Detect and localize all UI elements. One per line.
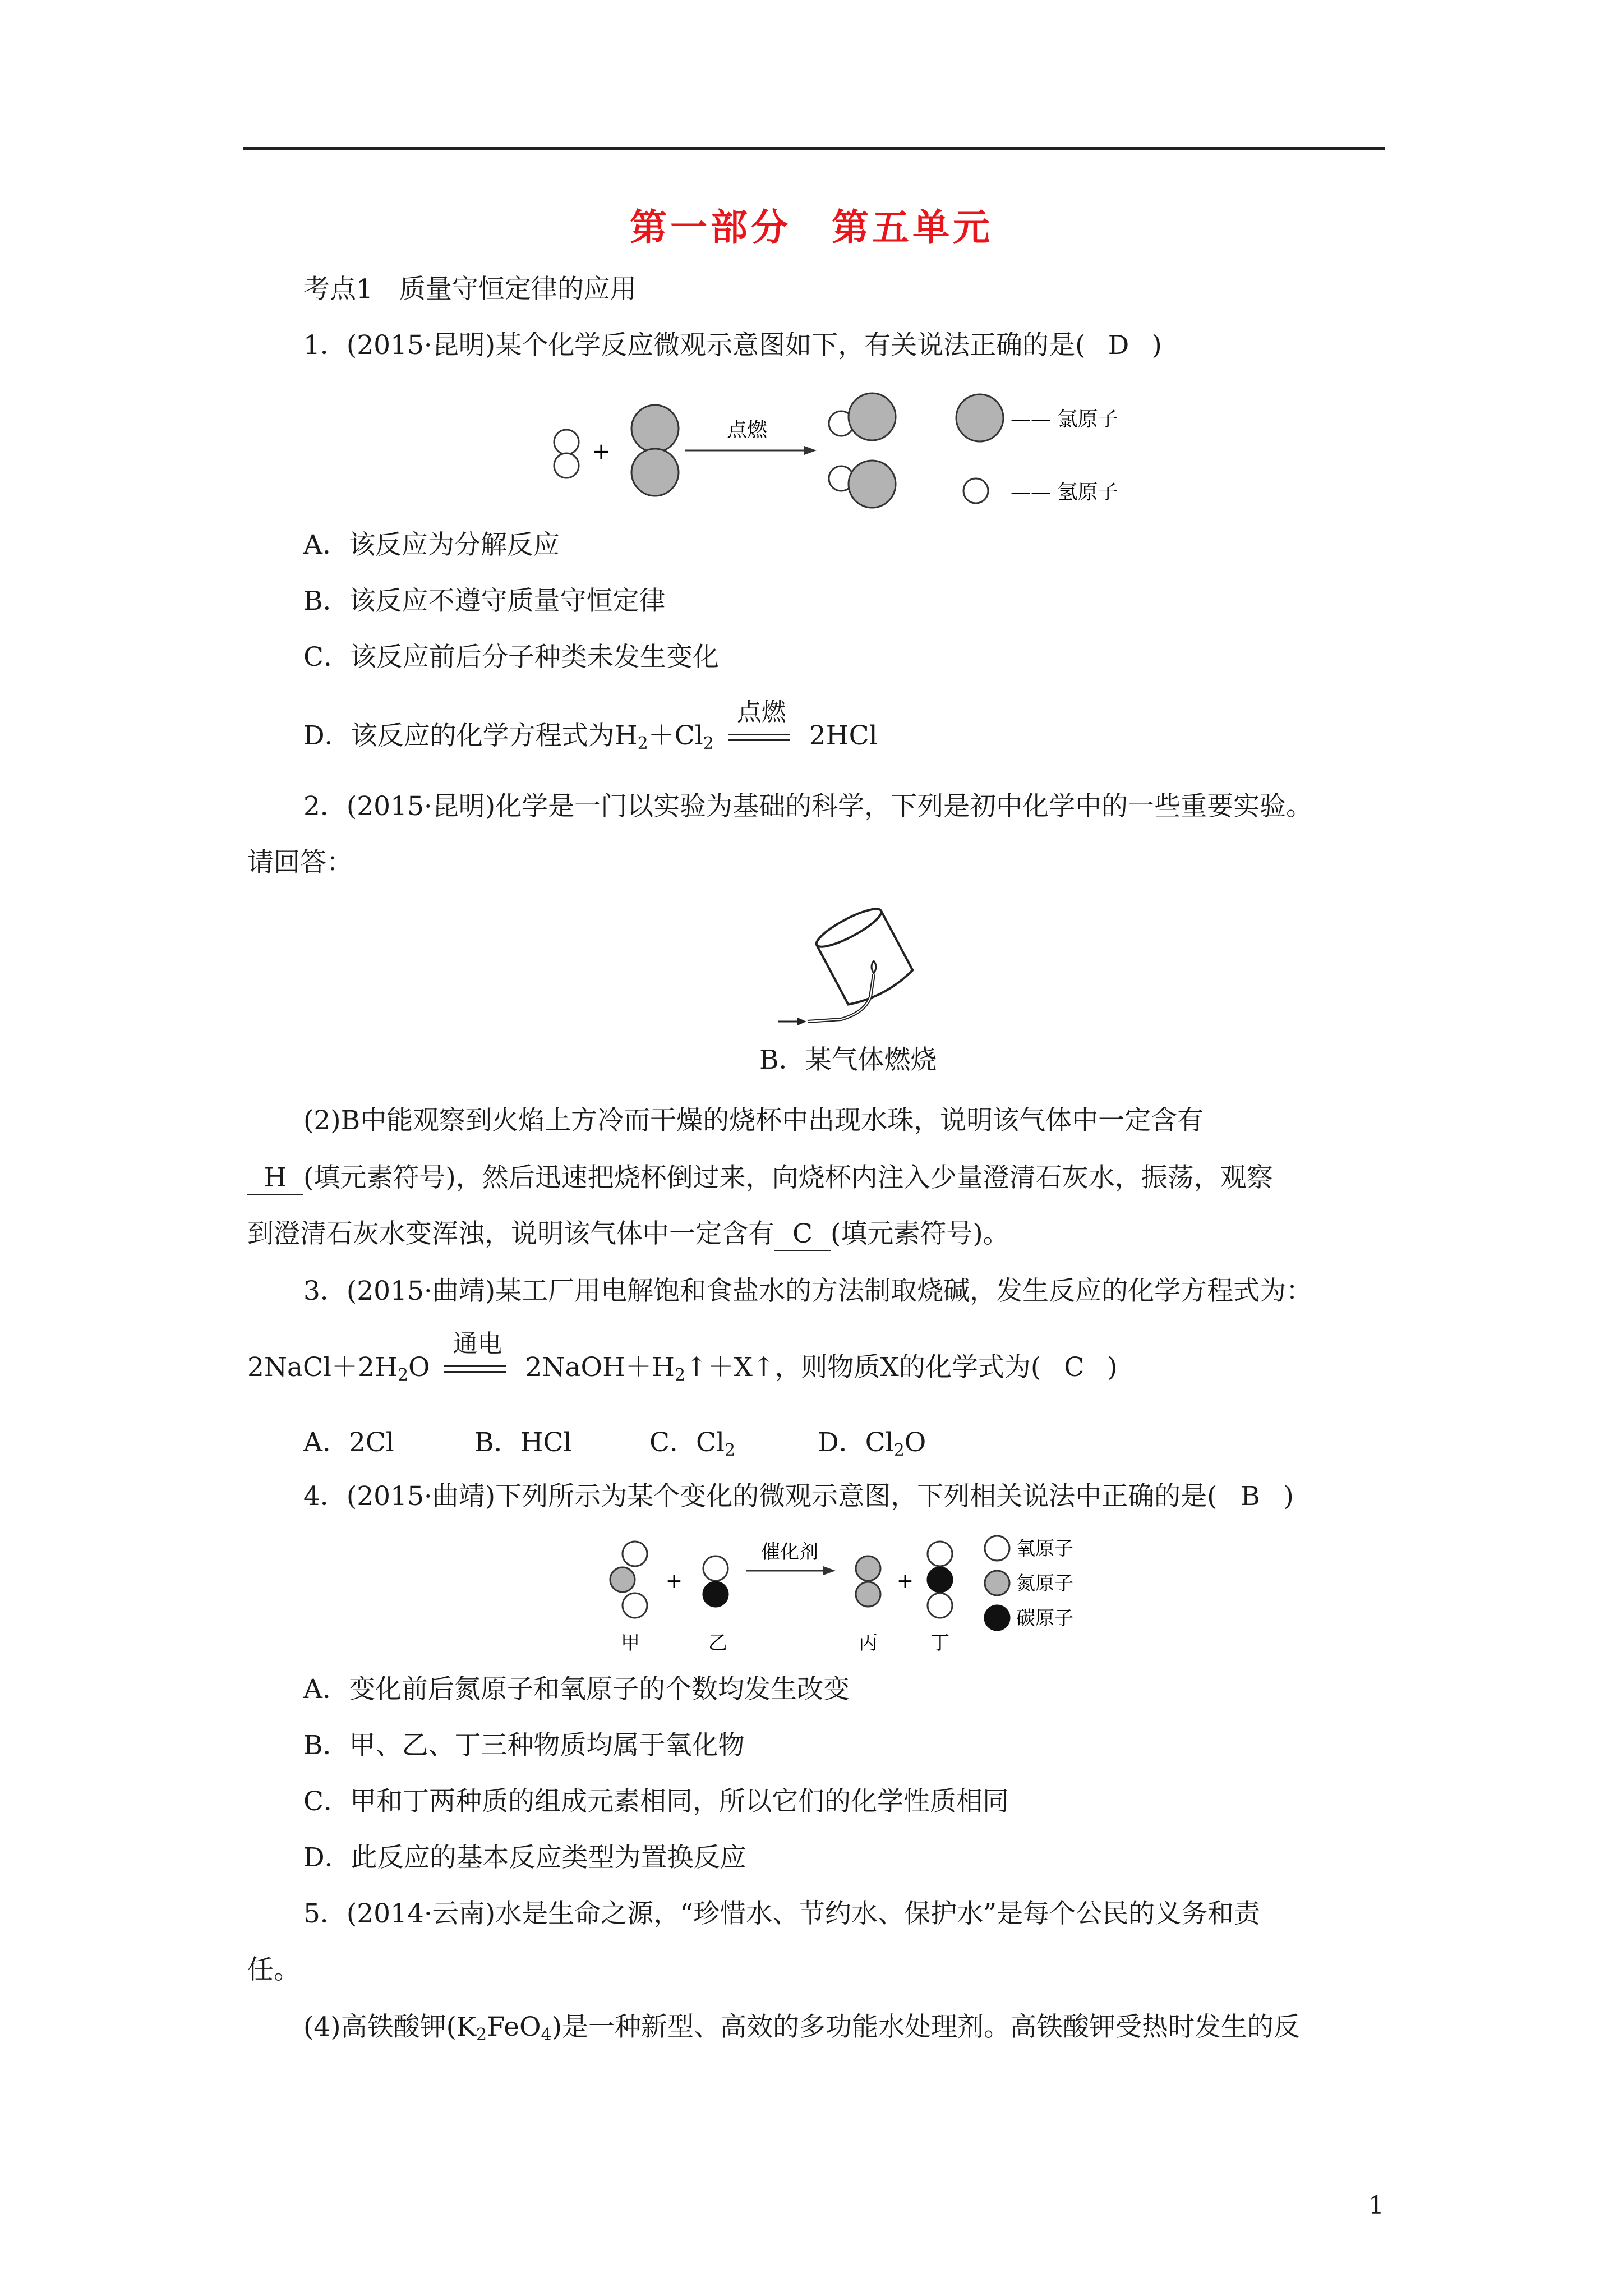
q1-stem (303, 330, 1162, 361)
section-heading: 考点1 质量守恒定律的应用 (303, 274, 637, 305)
q2-stem-line1: 2．(2015·昆明)化学是一门以实验为基础的科学，下列是初中化学中的一些重要实验。 (303, 791, 1313, 822)
eq-bar (444, 1365, 506, 1367)
q1-legend-cl: —— 氯原子 (1011, 408, 1118, 431)
q1-d-sub: 2 (703, 734, 714, 753)
c-atom (928, 1567, 952, 1592)
q4-close: ) (1283, 1481, 1294, 1512)
q1-reaction-diagram (538, 381, 1161, 516)
q4-legend-c: 碳原子 (1016, 1607, 1073, 1630)
q3-eq-left-tail: O (408, 1352, 430, 1383)
h-legend-atom (963, 478, 988, 503)
q5-text-b: FeO (487, 2012, 541, 2042)
page-number: 1 (1368, 2191, 1384, 2220)
h-atom (554, 430, 579, 454)
q3-opt-c-text: C．Cl (649, 1427, 725, 1458)
gas-tube-inner (808, 974, 874, 1022)
q3-stem: 3．(2015·曲靖)某工厂用电解饱和食盐水的方法制取烧碱，发生反应的化学方程式为： (303, 1276, 1313, 1306)
q1-option-b: B．该反应不遵守质量守恒定律 (303, 586, 666, 616)
q4-label-ding: 丁 (930, 1632, 949, 1654)
q3-eq-left: 2NaCl＋2H (247, 1352, 398, 1383)
q3-eq-cond-text: 通电 (453, 1329, 502, 1358)
o-atom (928, 1593, 952, 1618)
q4-option-d: D．此反应的基本反应类型为置换反应 (303, 1842, 746, 1873)
q3-opt-d-tail: O (904, 1427, 926, 1458)
q4-legend-o: 氧原子 (1016, 1538, 1073, 1560)
q5-stem-line1: 5．(2014·云南)水是生命之源，“珍惜水、节约水、保护水”是每个公民的义务和责 (303, 1898, 1261, 1929)
q3-eq-condition (439, 1329, 517, 1383)
q2-blank-1: H (247, 1162, 303, 1195)
q4-plus: + (896, 1570, 914, 1593)
q2-paragraph-1: (2)B中能观察到火焰上方冷而干燥的烧杯中出现水珠，说明该气体中一定含有 (303, 1105, 1204, 1136)
cl-legend-atom (956, 394, 1003, 441)
q3-eq-sub: 2 (397, 1365, 409, 1385)
q4-legend-n: 氮原子 (1016, 1572, 1073, 1595)
q3-eq-right-tail: ↑＋X↑，则物质X的化学式为( (685, 1352, 1041, 1383)
q1-plus: + (592, 439, 611, 464)
q3-option-c (649, 1427, 735, 1461)
q4-option-c: C．甲和丁两种质的组成元素相同，所以它们的化学性质相同 (303, 1786, 1009, 1817)
q4-arrow-label: 催化剂 (761, 1541, 818, 1563)
o-atom (623, 1542, 647, 1566)
cl-atom (849, 393, 896, 440)
q5-sub: 4 (541, 2025, 552, 2045)
q2-p3-tail: (填元素符号)。 (831, 1218, 1009, 1249)
q4-label-bing: 丙 (859, 1632, 878, 1654)
q4-arrowhead (823, 1566, 836, 1575)
q1-stem-text: 1．(2015·昆明)某个化学反应微观示意图如下，有关说法正确的是( (303, 330, 1086, 361)
q3-equation (247, 1329, 1118, 1386)
q2-p2-text: (填元素符号)，然后迅速把烧杯倒过来，向烧杯内注入少量澄清石灰水，振荡，观察 (303, 1162, 1273, 1193)
q4-label-yi: 乙 (708, 1632, 727, 1654)
o-legend-atom (985, 1536, 1009, 1561)
q1-d-mid: ＋Cl (648, 720, 703, 751)
q3-eq-right: 2NaOH＋H (525, 1352, 675, 1383)
q4-option-b: B．甲、乙、丁三种物质均属于氧化物 (303, 1730, 745, 1761)
n-atom (856, 1582, 880, 1607)
q4-plus: + (665, 1570, 683, 1593)
page-title: 第一部分 第五单元 (630, 205, 993, 249)
beaker-rim (813, 903, 886, 953)
q1-arrow-label: 点燃 (726, 418, 768, 441)
q2-stem-line2: 请回答： (247, 847, 353, 878)
q5-text-a: (4)高铁酸钾(K (303, 2012, 477, 2042)
eq-bar (728, 734, 790, 735)
beaker-body (817, 911, 915, 1010)
q1-d-suffix: 2HCl (809, 720, 878, 751)
q1-option-a: A．该反应为分解反应 (303, 530, 560, 560)
q1-answer: D (1108, 330, 1129, 361)
q3-opt-d-sub: 2 (893, 1441, 905, 1460)
q5-text-c: )是一种新型、高效的多功能水处理剂。高铁酸钾受热时发生的反 (551, 2012, 1300, 2042)
q3-answer: C (1064, 1352, 1085, 1383)
q1-option-c: C．该反应前后分子种类未发生变化 (303, 642, 719, 673)
cl-atom (631, 405, 679, 452)
q4-reaction-diagram (583, 1531, 1110, 1666)
flame-icon (872, 961, 876, 973)
h-atom (554, 453, 579, 478)
q1-legend-h: —— 氢原子 (1011, 481, 1118, 504)
q5-paragraph (303, 2012, 1300, 2045)
q3-opt-c-sub: 2 (724, 1441, 736, 1460)
q2-p3-text: 到澄清石灰水变浑浊，说明该气体中一定含有 (247, 1218, 774, 1249)
q4-stem-text: 4．(2015·曲靖)下列所示为某个变化的微观示意图，下列相关说法中正确的是( (303, 1481, 1218, 1512)
q1-d-sub: 2 (637, 734, 648, 753)
q3-close: ) (1107, 1352, 1118, 1383)
eq-bar (444, 1371, 506, 1373)
q1-close: ) (1151, 330, 1162, 361)
q2-paragraph-2 (247, 1162, 1273, 1195)
o-atom (703, 1556, 728, 1581)
gas-flow-arrowhead (797, 1018, 806, 1025)
header-rule (243, 147, 1385, 150)
q5-stem-line2: 任。 (247, 1954, 300, 1985)
q1-d-prefix: D．该反应的化学方程式为H (303, 720, 638, 751)
cl-atom (631, 449, 679, 496)
gas-tube (808, 974, 874, 1022)
q3-option-d (818, 1427, 926, 1461)
o-atom (928, 1542, 952, 1566)
q4-stem (303, 1481, 1294, 1512)
q4-label-jia: 甲 (621, 1632, 640, 1654)
q1-d-cond-text: 点燃 (736, 698, 786, 726)
q2-paragraph-3 (247, 1218, 1009, 1251)
cl-atom (849, 461, 896, 508)
n-atom (610, 1567, 635, 1592)
q2-figure-caption: B．某气体燃烧 (759, 1045, 937, 1075)
q3-option-a: A．2Cl (303, 1427, 394, 1458)
q3-eq-sub: 2 (675, 1365, 686, 1385)
c-atom (703, 1582, 728, 1607)
q1-d-condition (722, 698, 801, 752)
q3-opt-d-text: D．Cl (818, 1427, 894, 1458)
q2-blank-2: C (774, 1218, 831, 1251)
gas-burning-apparatus (774, 895, 937, 1029)
n-atom (856, 1556, 880, 1581)
q4-option-a: A．变化前后氮原子和氧原子的个数均发生改变 (303, 1674, 850, 1705)
eq-bar (728, 739, 790, 741)
q4-answer: B (1241, 1481, 1260, 1512)
q3-option-b: B．HCl (474, 1427, 572, 1458)
q1-option-d (303, 698, 878, 754)
q5-sub: 2 (476, 2025, 487, 2045)
n-legend-atom (985, 1571, 1009, 1595)
c-legend-atom (985, 1605, 1009, 1630)
o-atom (623, 1593, 647, 1618)
q1-arrowhead (804, 446, 817, 455)
